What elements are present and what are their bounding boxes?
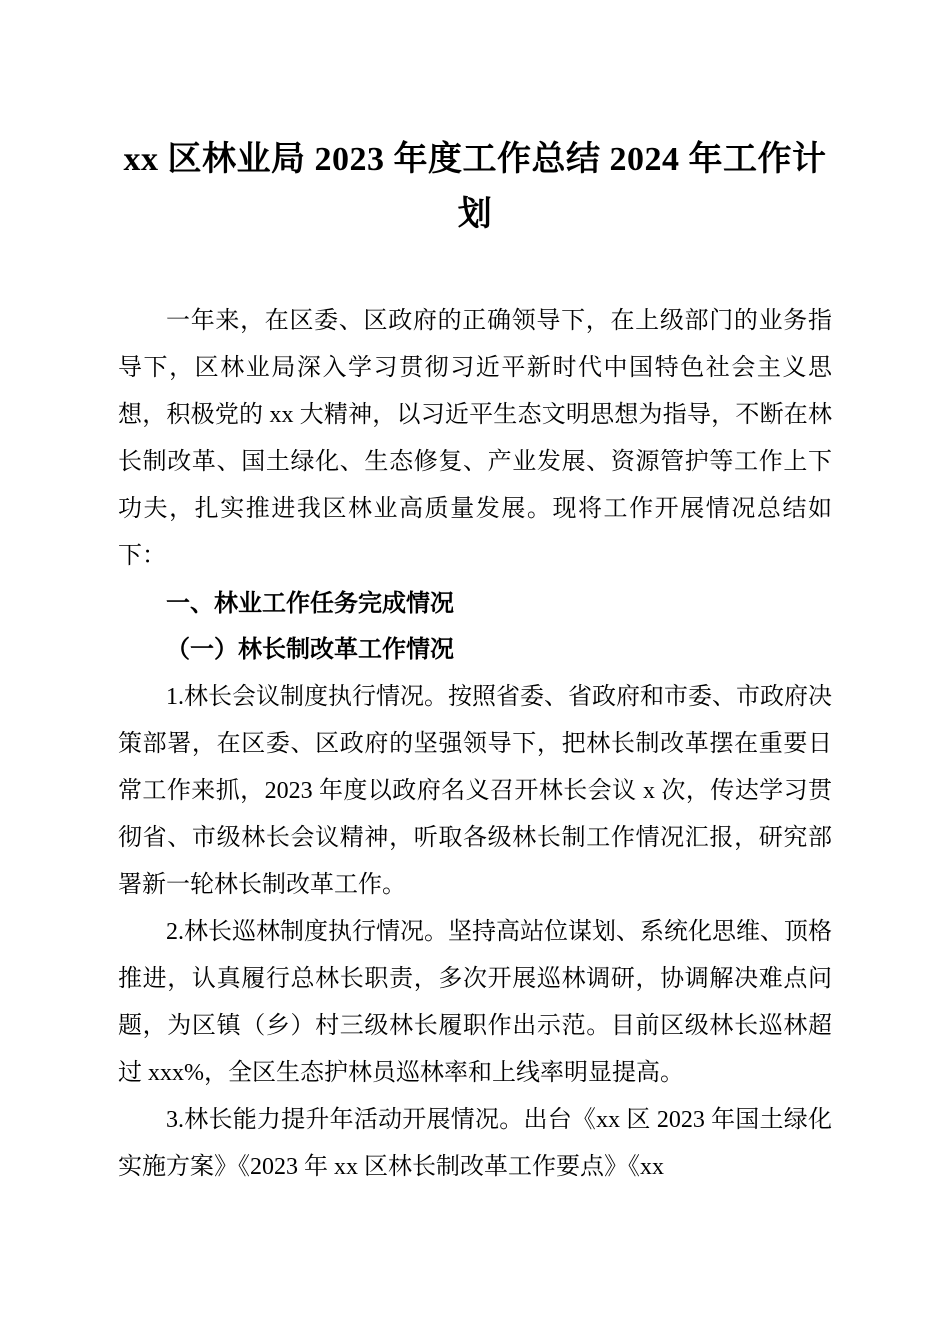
- document-title: xx 区林业局 2023 年度工作总结 2024 年工作计划: [123, 141, 827, 233]
- subsection-heading-1-1: （一）林长制改革工作情况: [166, 637, 454, 663]
- paragraph-item-3: 3.林长能力提升年活动开展情况。出台《xx 区 2023 年国土绿化实施方案》《2023 年 xx 区林长制改革工作要点》《xx: [118, 1107, 832, 1180]
- paragraph-item-2: 2.林长巡林制度执行情况。坚持高站位谋划、系统化思维、顶格推进，认真履行总林长职责，多次开展巡林调研，协调解决难点问题，为区镇（乡）村三级林长履职作出示范。目前区级林长巡林超过 xxx%，全区生态护林员巡林率和上线率明显提高。: [118, 919, 832, 1086]
- paragraph-intro: 一年来，在区委、区政府的正确领导下，在上级部门的业务指导下，区林业局深入学习贯彻习近平新时代中国特色社会主义思想，积极党的 xx 大精神，以习近平生态文明思想为指导，不断在林长制改革、国土绿化、生态修复、产业发展、资源管护等工作上下功夫，扎实推进我区林业高质量发展。现将工作开展情况总结如下：: [118, 308, 832, 569]
- document-body: [118, 298, 832, 1191]
- section-heading-1: 一、林业工作任务完成情况: [166, 590, 454, 617]
- paragraph-item-1: 1.林长会议制度执行情况。按照省委、省政府和市委、市政府决策部署，在区委、区政府的坚强领导下，把林长制改革摆在重要日常工作来抓，2023 年度以政府名义召开林长会议 x 次，传达学习贯彻省、市级林长会议精神，听取各级林长制工作情况汇报，研究部署新一轮林长制改革工作。: [118, 684, 832, 898]
